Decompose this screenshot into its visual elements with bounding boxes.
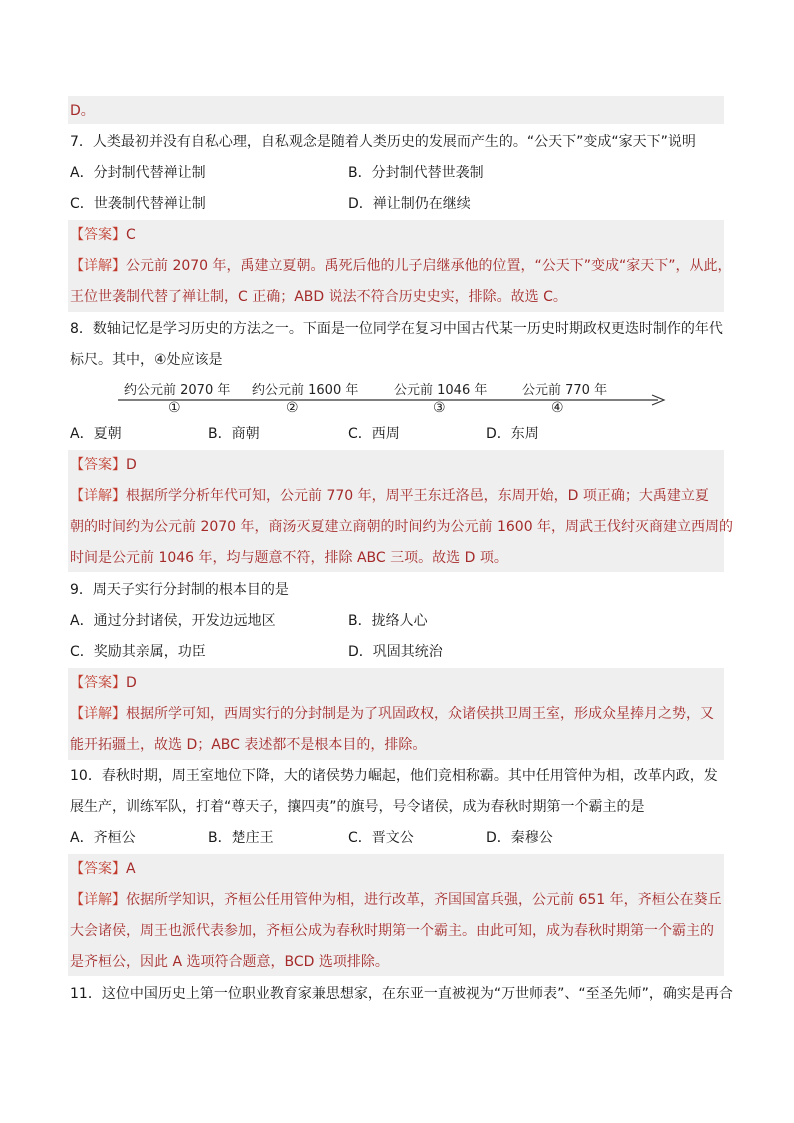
answer-tag: 【答案】 xyxy=(70,227,126,243)
q10-detail-line-1 xyxy=(70,890,722,910)
timeline-mark-2: ② xyxy=(286,400,299,416)
answer-tag: 【答案】 xyxy=(70,457,126,473)
q8-detail-line-2: 朝的时间约为公元前 2070 年，商汤灭夏建立商朝的时间约为公元前 1600 年，周武王伐纣灭商建立西周的 xyxy=(70,519,734,535)
answer-value: A xyxy=(126,861,136,877)
q9-option-c: C．奖励其亲属，功臣 xyxy=(70,644,206,660)
q7-option-b: B．分封制代替世袭制 xyxy=(348,165,484,181)
q10-option-d: D．秦穆公 xyxy=(486,830,553,846)
detail-text: 根据所学可知，西周实行的分封制是为了巩固政权，众诸侯拱卫周王室，形成众星捧月之势，又 xyxy=(126,706,714,722)
q7-option-d: D．禅让制仍在继续 xyxy=(348,196,471,212)
detail-text: 根据所学分析年代可知，公元前 770 年，周平王东迁洛邑，东周开始，D 项正确；大禹建立夏 xyxy=(126,488,709,504)
q10-answer xyxy=(70,859,136,879)
detail-text: 公元前 2070 年，禹建立夏朝。禹死后他的儿子启继承他的位置，“公天下”变成“家天下”，从此， xyxy=(126,258,732,274)
detail-text: 依据所学知识，齐桓公任用管仲为相，进行改革，齐国国富兵强，公元前 651 年，齐桓公在葵丘 xyxy=(126,892,722,908)
q10-option-b: B．楚庄王 xyxy=(208,830,274,846)
q10-detail-line-2: 大会诸侯，周王也派代表参加，齐桓公成为春秋时期第一个霸主。由此可知，成为春秋时期第一个霸主的 xyxy=(70,923,714,939)
q10-detail-line-3: 是齐桓公，因此 A 选项符合题意，BCD 选项排除。 xyxy=(70,954,389,970)
timeline-label-2: 约公元前 1600 年 xyxy=(252,383,359,398)
answer-tag: 【答案】 xyxy=(70,675,126,691)
timeline-mark-3: ③ xyxy=(433,400,446,416)
detail-tag: 【详解】 xyxy=(70,706,126,722)
q7-option-c: C．世袭制代替禅让制 xyxy=(70,196,206,212)
timeline-label-1: 约公元前 2070 年 xyxy=(124,383,231,398)
detail-tag: 【详解】 xyxy=(70,258,126,274)
timeline-figure xyxy=(0,0,794,420)
q8-stem-line-2: 标尺。其中，④处应该是 xyxy=(70,352,223,368)
q8-option-c: C．西周 xyxy=(348,426,400,442)
answer-tag: 【答案】 xyxy=(70,861,126,877)
q9-option-d: D．巩固其统治 xyxy=(348,644,443,660)
timeline-mark-1: ① xyxy=(168,400,181,416)
q10-stem-line-2: 展生产，训练军队，打着“尊天子，攘四夷”的旗号，号令诸侯，成为春秋时期第一个霸主的是 xyxy=(70,799,645,815)
q9-option-a: A．通过分封诸侯，开发边远地区 xyxy=(70,613,276,629)
q9-detail-line-2: 能开拓疆土，故选 D；ABC 表述都不是根本目的，排除。 xyxy=(70,737,427,753)
q10-option-c: C．晋文公 xyxy=(348,830,414,846)
q10-option-a: A．齐桓公 xyxy=(70,830,136,846)
q9-stem: 9．周天子实行分封制的根本目的是 xyxy=(70,582,289,598)
q6-answer-tail: D。 xyxy=(70,103,95,119)
q11-stem: 11．这位中国历史上第一位职业教育家兼思想家，在东亚一直被视为“万世师表”、“至圣先师”，确实是再合 xyxy=(70,986,733,1002)
q8-detail-line-3: 时间是公元前 1046 年，均与题意不符，排除 ABC 三项。故选 D 项。 xyxy=(70,550,508,566)
q8-stem-line-1: 8．数轴记忆是学习历史的方法之一。下面是一位同学在复习中国古代某一历史时期政权更迭时制作的年代 xyxy=(70,321,723,337)
q7-option-a: A．分封制代替禅让制 xyxy=(70,165,206,181)
q9-answer xyxy=(70,673,137,693)
timeline-label-3: 公元前 1046 年 xyxy=(394,383,488,398)
q8-answer xyxy=(70,455,137,475)
q8-option-d: D．东周 xyxy=(486,426,539,442)
detail-tag: 【详解】 xyxy=(70,892,126,908)
q8-detail-line-1 xyxy=(70,486,709,506)
q7-stem: 7．人类最初并没有自私心理，自私观念是随着人类历史的发展而产生的。“公天下”变成“家天下”说明 xyxy=(70,134,696,150)
q7-detail-line-2: 王位世袭制代替了禅让制，C 正确；ABD 说法不符合历史史实，排除。故选 C。 xyxy=(70,289,567,305)
q10-stem-line-1: 10．春秋时期，周王室地位下降，大的诸侯势力崛起，他们竞相称霸。其中任用管仲为相，改革内政，发 xyxy=(70,768,718,784)
q8-option-a: A．夏朝 xyxy=(70,426,122,442)
timeline-label-4: 公元前 770 年 xyxy=(522,383,608,398)
q9-detail-line-1 xyxy=(70,704,714,724)
answer-value: D xyxy=(126,457,137,473)
q8-option-b: B．商朝 xyxy=(208,426,260,442)
answer-value: D xyxy=(126,675,137,691)
answer-value: C xyxy=(126,227,136,243)
q9-option-b: B．拢络人心 xyxy=(348,613,428,629)
timeline-mark-4: ④ xyxy=(551,400,564,416)
detail-tag: 【详解】 xyxy=(70,488,126,504)
